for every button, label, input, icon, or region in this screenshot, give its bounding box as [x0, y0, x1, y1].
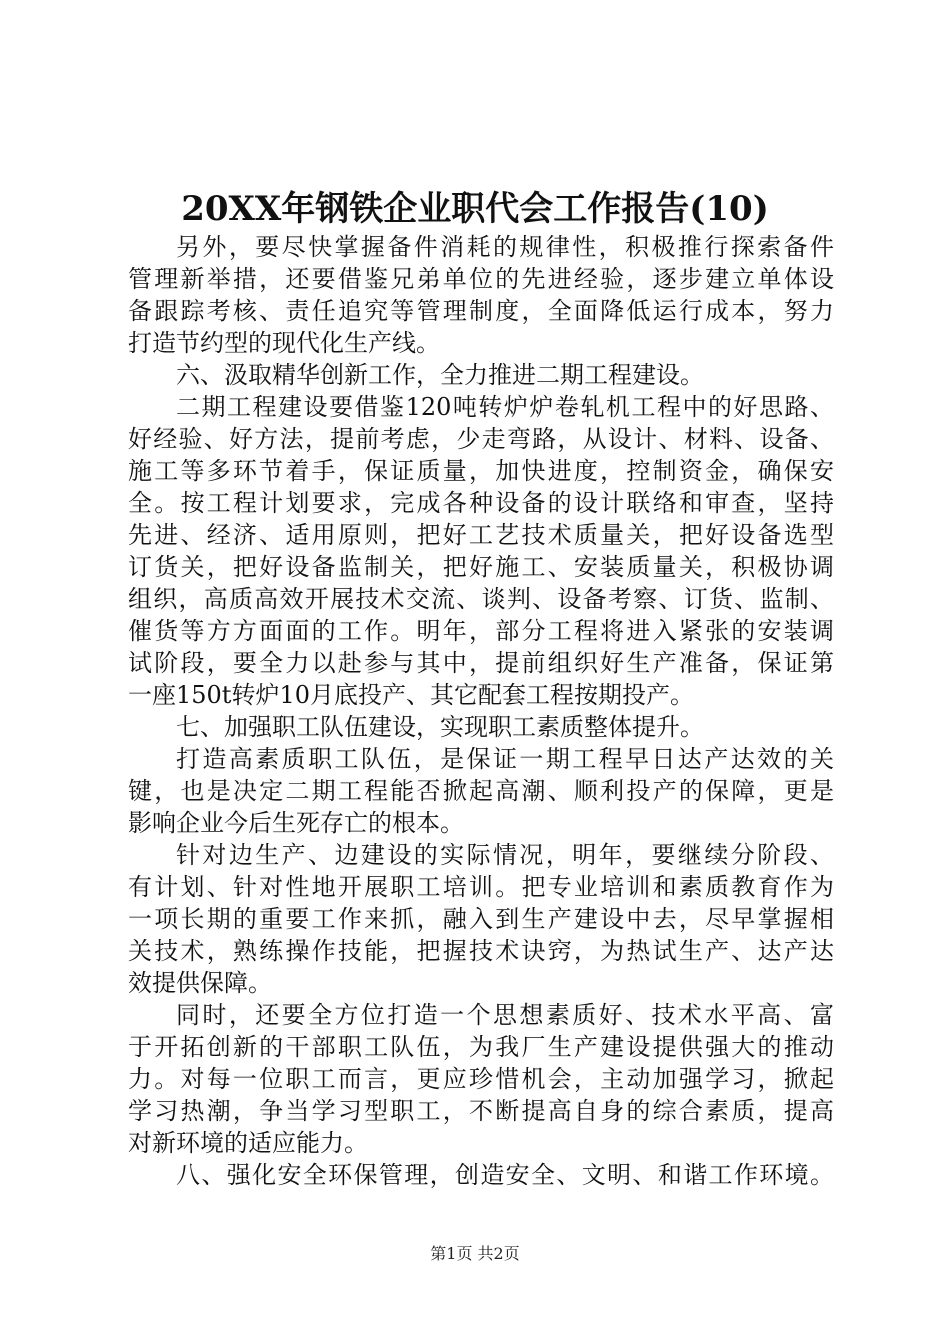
body-line: 施工等多环节着手，保证质量，加快进度，控制资金，确保安: [128, 457, 834, 485]
body-line: 管理新举措，还要借鉴兄弟单位的先进经验，逐步建立单体设: [128, 265, 834, 293]
body-line: 力。对每一位职工而言，更应珍惜机会，主动加强学习，掀起: [128, 1065, 834, 1093]
body-line: 关技术，熟练操作技能，把握技术诀窍，为热试生产、达产达: [128, 937, 834, 965]
body-line: 针对边生产、边建设的实际情况，明年，要继续分阶段、: [176, 841, 834, 869]
document-body: [128, 231, 834, 1191]
document-title: 20XX年钢铁企业职代会工作报告(10): [181, 189, 769, 229]
body-line: 订货关，把好设备监制关，把好施工、安装质量关，积极协调: [128, 553, 834, 581]
body-line: 好经验、好方法，提前考虑，少走弯路，从设计、材料、设备、: [128, 425, 834, 453]
body-line: 备跟踪考核、责任追究等管理制度，全面降低运行成本，努力: [128, 297, 834, 325]
body-line: 同时，还要全方位打造一个思想素质好、技术水平高、富: [176, 1001, 834, 1029]
body-line: 打造高素质职工队伍，是保证一期工程早日达产达效的关: [176, 745, 834, 773]
body-line: 有计划、针对性地开展职工培训。把专业培训和素质教育作为: [128, 873, 834, 901]
body-line: 试阶段，要全力以赴参与其中，提前组织好生产准备，保证第: [128, 649, 834, 677]
body-line: 六、汲取精华创新工作，全力推进二期工程建设。: [176, 361, 704, 389]
body-line: 七、加强职工队伍建设，实现职工素质整体提升。: [176, 713, 704, 741]
body-line: 一座150t转炉10月底投产、其它配套工程按期投产。: [128, 681, 694, 709]
body-line: 学习热潮，争当学习型职工，不断提高自身的综合素质，提高: [128, 1097, 834, 1125]
body-line: 全。按工程计划要求，完成各种设备的设计联络和审查，坚持: [128, 489, 834, 517]
body-line: 先进、经济、适用原则，把好工艺技术质量关，把好设备选型: [128, 521, 834, 549]
body-line: 打造节约型的现代化生产线。: [128, 329, 440, 357]
body-line: 组织，高质高效开展技术交流、谈判、设备考察、订货、监制、: [128, 585, 834, 613]
body-line: 另外，要尽快掌握备件消耗的规律性，积极推行探索备件: [176, 233, 834, 261]
body-line: 对新环境的适应能力。: [128, 1129, 368, 1157]
body-line: 于开拓创新的干部职工队伍，为我厂生产建设提供强大的推动: [128, 1033, 834, 1061]
body-line: 键，也是决定二期工程能否掀起高潮、顺利投产的保障，更是: [128, 777, 834, 805]
body-line: 影响企业今后生死存亡的根本。: [128, 809, 464, 837]
body-line: 效提供保障。: [128, 969, 272, 997]
body-line: 八、强化安全环保管理，创造安全、文明、和谐工作环境。: [176, 1161, 834, 1189]
page-footer: 第1页 共2页: [430, 1244, 520, 1263]
body-line: 二期工程建设要借鉴120吨转炉炉卷轧机工程中的好思路、: [176, 393, 834, 421]
body-line: 催货等方方面面的工作。明年，部分工程将进入紧张的安装调: [128, 617, 834, 645]
body-line: 一项长期的重要工作来抓，融入到生产建设中去，尽早掌握相: [128, 905, 834, 933]
